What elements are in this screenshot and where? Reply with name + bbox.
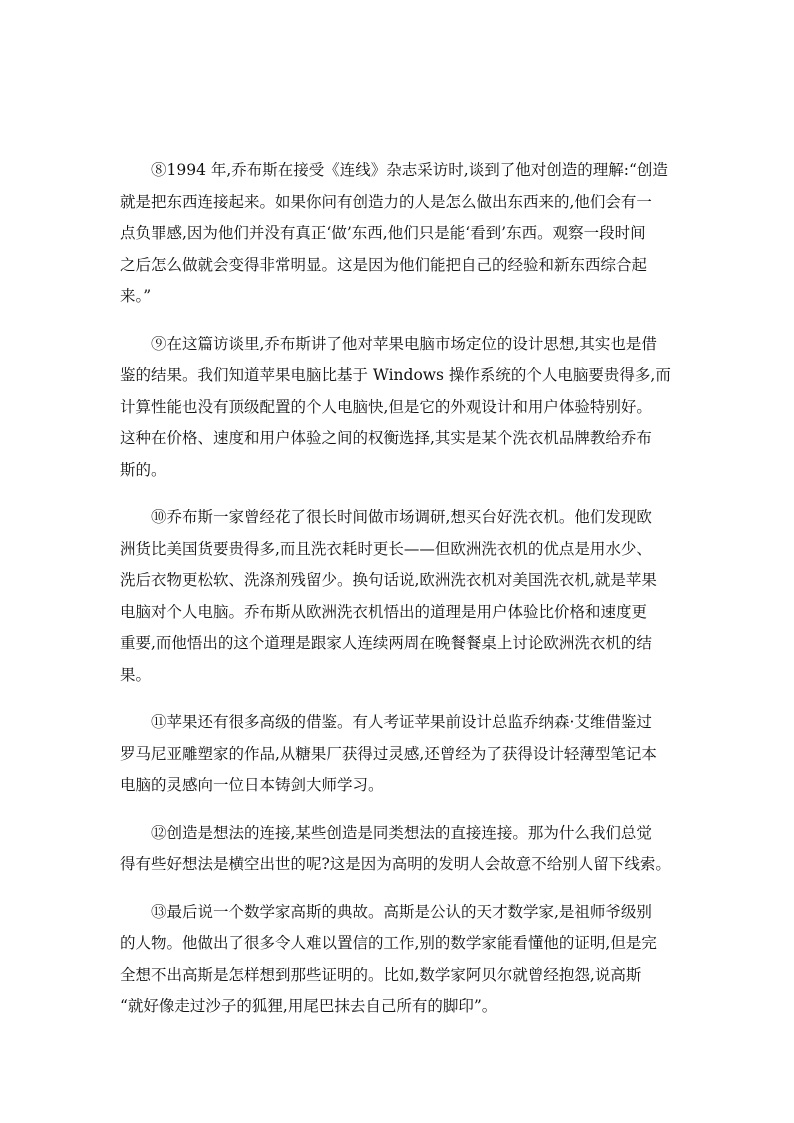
text-line: 重要,而他悟出的这个道理是跟家人连续两周在晚餐餐桌上讨论欧洲洗衣机的结 [120, 634, 652, 652]
paragraph-10 [120, 502, 680, 691]
text-line: ⑬最后说一个数学家高斯的典故。高斯是公认的天才数学家,是祖师爷级别 [151, 902, 652, 921]
text-line: 斯的。 [120, 460, 167, 479]
text-line: ⑨在这篇访谈里,乔布斯讲了他对苹果电脑市场定位的设计思想,其实也是借 [151, 334, 657, 353]
text-line: 的人物。他做出了很多令人难以置信的工作,别的数学家能看懂他的证明,但是完 [120, 934, 657, 952]
paragraph-9 [120, 329, 680, 487]
text-line: 罗马尼亚雕塑家的作品,从糖果厂获得过灵感,还曾经为了获得设计轻薄型笔记本 [120, 744, 657, 763]
paragraph-8 [120, 155, 680, 313]
text-line: ⑪苹果还有很多高级的借鉴。有人考证苹果前设计总监乔纳森·艾维借鉴过 [151, 713, 652, 731]
paragraph-13 [120, 897, 680, 1023]
paragraph-12 [120, 818, 680, 881]
text-line: 果。 [120, 665, 152, 684]
text-line: 全想不出高斯是怎样想到那些证明的。比如,数学家阿贝尔就曾经抱怨,说高斯 [120, 965, 642, 984]
text-line: 洗后衣物更松软、洗涤剂残留少。换句话说,欧洲洗衣机对美国洗衣机,就是苹果 [120, 571, 657, 589]
text-line: 鉴的结果。我们知道苹果电脑比基于 Windows 操作系统的个人电脑要贵得多,而 [120, 366, 671, 384]
text-line: “就好像走过沙子的狐狸,用尾巴抹去自己所有的脚印”。 [120, 997, 498, 1015]
text-line: 点负罪感,因为他们并没有真正‘做’东西,他们只是能‘看到’东西。观察一段时间 [120, 224, 646, 242]
text-line: 这种在价格、速度和用户体验之间的权衡选择,其实是某个洗衣机品牌教给乔布 [120, 429, 652, 447]
paragraph-11 [120, 707, 680, 802]
text-line: 计算性能也没有顶级配置的个人电脑快,但是它的外观设计和用户体验特别好。 [120, 397, 652, 416]
text-line: 电脑的灵感向一位日本铸剑大师学习。 [120, 776, 384, 794]
text-line: ⑫创造是想法的连接,某些创造是同类想法的直接连接。那为什么我们总觉 [151, 823, 652, 842]
text-line: 洲货比美国货要贵得多,而且洗衣耗时更长——但欧洲洗衣机的优点是用水少、 [120, 539, 652, 558]
text-line: ⑩乔布斯一家曾经花了很长时间做市场调研,想买台好洗衣机。他们发现欧 [151, 508, 652, 526]
text-line: 得有些好想法是横空出世的呢?这是因为高明的发明人会故意不给别人留下线索。 [120, 855, 671, 873]
text-line: 之后怎么做就会变得非常明显。这是因为他们能把自己的经验和新东西综合起 [120, 255, 648, 274]
text-line: ⑧1994 年,乔布斯在接受《连线》杂志采访时,谈到了他对创造的理解:“创造 [151, 161, 668, 179]
text-line: 来。” [120, 287, 152, 305]
text-line: 电脑对个人电脑。乔布斯从欧洲洗衣机悟出的道理是用户体验比价格和速度更 [120, 602, 648, 621]
text-line: 就是把东西连接起来。如果你问有创造力的人是怎么做出东西来的,他们会有一 [120, 192, 652, 211]
document-body [120, 155, 680, 1039]
